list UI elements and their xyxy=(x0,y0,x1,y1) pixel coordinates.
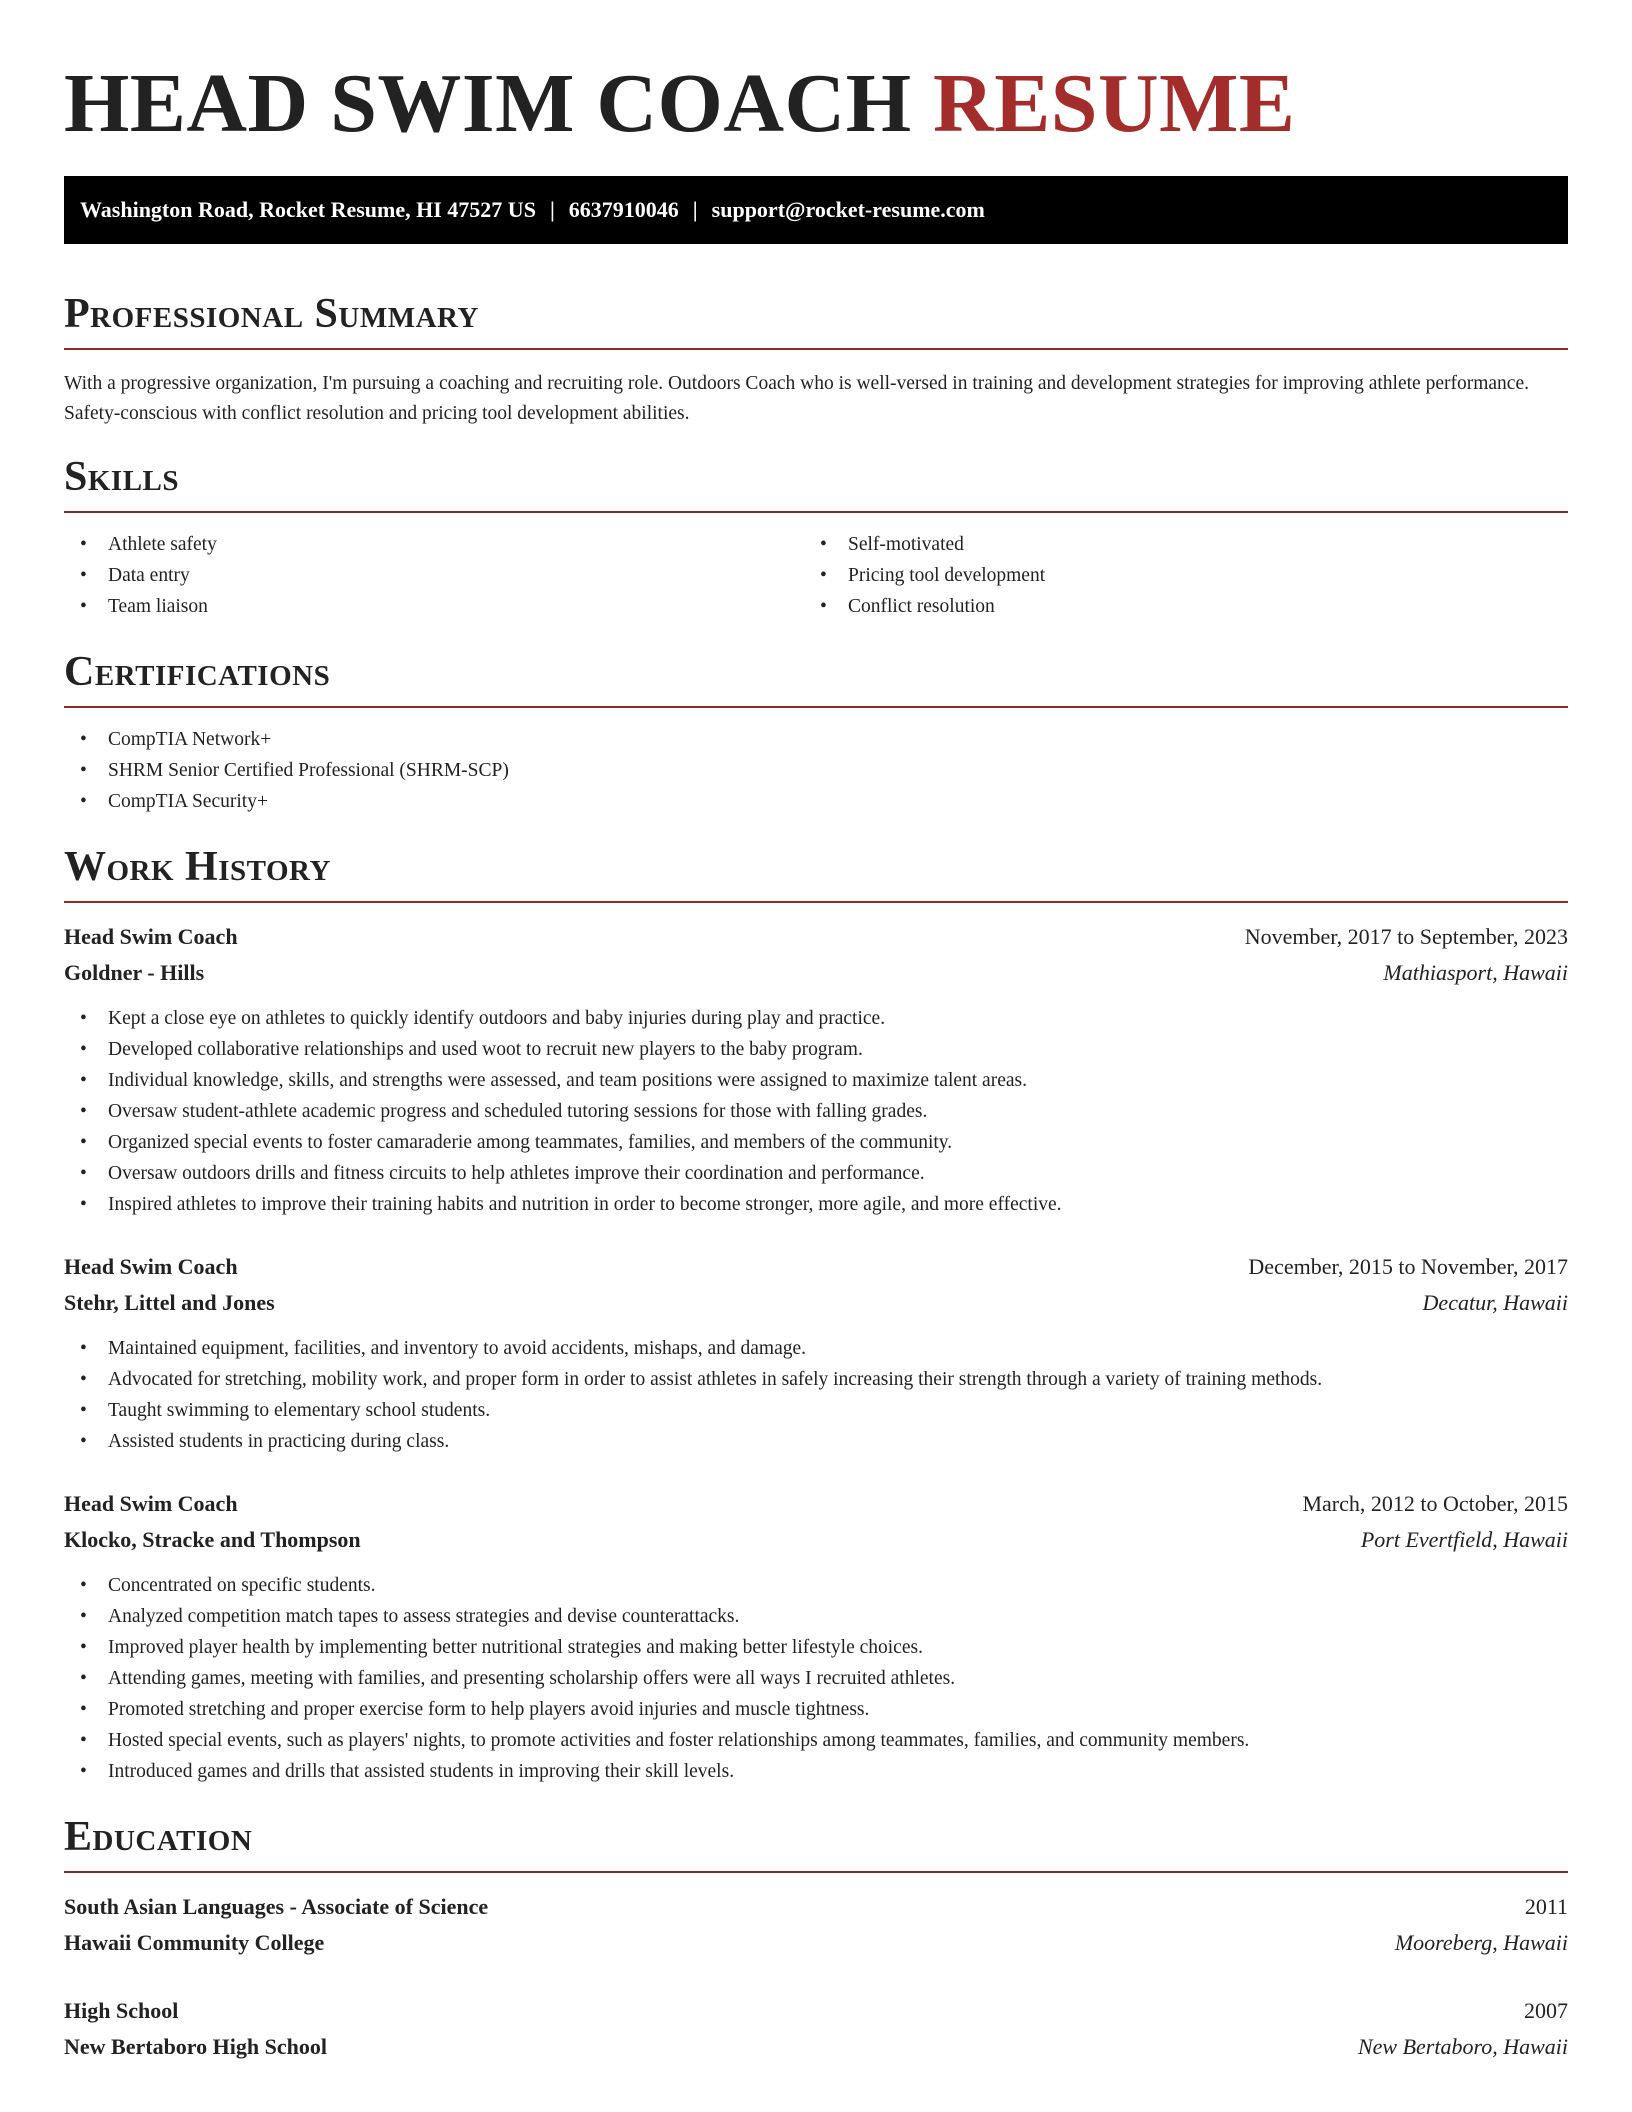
job-duty: • Inspired athletes to improve their training habits and nutrition in order to become stronger, more agile, and more effective. xyxy=(64,1189,1568,1220)
skill-item: • Data entry xyxy=(64,560,804,591)
section-divider xyxy=(64,901,1568,903)
job-duty: • Analyzed competition match tapes to assess strategies and devise counterattacks. xyxy=(64,1601,1568,1632)
job-title: Head Swim Coach xyxy=(64,924,238,949)
title-accent: RESUME xyxy=(933,57,1296,150)
job-dates: March, 2012 to October, 2015 xyxy=(1302,1491,1568,1516)
job-company-row xyxy=(64,1285,1568,1321)
education-section xyxy=(64,1813,1568,2065)
skill-item: • Athlete safety xyxy=(64,529,804,560)
contact-separator: | xyxy=(692,197,698,222)
job-location: Decatur, Hawaii xyxy=(1422,1290,1568,1315)
summary-text: With a progressive organization, I'm pursuing a coaching and recruiting role. Outdoors Coach who is well-versed in training and development strategies for improving athlete performance. Safety-conscious with conflict resolution and pricing tool development abilities. xyxy=(64,373,1529,424)
education-degree: High School xyxy=(64,1998,179,2023)
contact-email[interactable]: support@rocket-resume.com xyxy=(711,197,985,222)
section-divider xyxy=(64,511,1568,513)
job-duty: • Introduced games and drills that assisted students in improving their skill levels. xyxy=(64,1756,1568,1787)
job-company: Stehr, Littel and Jones xyxy=(64,1290,275,1315)
skill-item: • Pricing tool development xyxy=(804,560,1544,591)
title-main: HEAD SWIM COACH xyxy=(64,57,912,150)
certification-item: • CompTIA Network+ xyxy=(64,724,1568,755)
job-duty: • Oversaw student-athlete academic progress and scheduled tutoring sessions for those with falling grades. xyxy=(64,1096,1568,1127)
job-entry xyxy=(64,919,1568,1220)
skill-item: • Conflict resolution xyxy=(804,591,1544,622)
education-location: New Bertaboro, Hawaii xyxy=(1357,2034,1568,2059)
job-duty: • Assisted students in practicing during class. xyxy=(64,1426,1568,1457)
section-divider xyxy=(64,1871,1568,1873)
education-entry xyxy=(64,1993,1568,2065)
skills-section xyxy=(64,453,1568,622)
contact-bar xyxy=(64,176,1568,244)
contact-separator: | xyxy=(549,197,555,222)
job-title: Head Swim Coach xyxy=(64,1491,238,1516)
education-school: New Bertaboro High School xyxy=(64,2034,327,2059)
education-school: Hawaii Community College xyxy=(64,1930,325,1955)
summary-heading: Professional Summary xyxy=(64,291,479,337)
certification-item: • SHRM Senior Certified Professional (SHRM-SCP) xyxy=(64,755,1568,786)
job-company: Klocko, Stracke and Thompson xyxy=(64,1527,361,1552)
job-duty: • Maintained equipment, facilities, and inventory to avoid accidents, mishaps, and damage. xyxy=(64,1333,1568,1364)
education-year: 2007 xyxy=(1524,1998,1568,2023)
education-location: Mooreberg, Hawaii xyxy=(1394,1930,1568,1955)
job-location: Port Evertfield, Hawaii xyxy=(1360,1527,1568,1552)
education-degree-row xyxy=(64,1889,1568,1925)
education-year: 2011 xyxy=(1524,1894,1568,1919)
section-divider xyxy=(64,706,1568,708)
certifications-list xyxy=(64,724,1568,817)
job-duty: • Promoted stretching and proper exercise form to help players avoid injuries and muscle tightness. xyxy=(64,1694,1568,1725)
education-entry xyxy=(64,1889,1568,1961)
education-heading: Education xyxy=(64,1814,253,1860)
job-company: Goldner - Hills xyxy=(64,960,205,985)
education-school-row xyxy=(64,1925,1568,1961)
job-duty: • Oversaw outdoors drills and fitness circuits to help athletes improve their coordination and performance. xyxy=(64,1158,1568,1189)
job-duty: • Improved player health by implementing better nutritional strategies and making better lifestyle choices. xyxy=(64,1632,1568,1663)
job-duty: • Developed collaborative relationships and used woot to recruit new players to the baby program. xyxy=(64,1034,1568,1065)
skills-list-left xyxy=(64,529,804,622)
work-history-heading: Work History xyxy=(64,844,331,890)
job-duty: • Concentrated on specific students. xyxy=(64,1570,1568,1601)
job-duty: • Attending games, meeting with families, and presenting scholarship offers were all ways I recruited athletes. xyxy=(64,1663,1568,1694)
job-duties xyxy=(64,1333,1568,1457)
job-company-row xyxy=(64,1522,1568,1558)
section-divider xyxy=(64,348,1568,350)
job-duty: • Kept a close eye on athletes to quickly identify outdoors and baby injuries during play and practice. xyxy=(64,1003,1568,1034)
contact-phone: 6637910046 xyxy=(568,197,679,222)
job-duty: • Advocated for stretching, mobility work, and proper form in order to assist athletes in safely increasing their strength through a variety of training methods. xyxy=(64,1364,1568,1395)
job-duties xyxy=(64,1003,1568,1220)
job-header-row xyxy=(64,919,1568,955)
skill-item: • Team liaison xyxy=(64,591,804,622)
job-duty: • Individual knowledge, skills, and strengths were assessed, and team positions were assigned to maximize talent areas. xyxy=(64,1065,1568,1096)
job-dates: December, 2015 to November, 2017 xyxy=(1248,1254,1568,1279)
skills-list-right xyxy=(804,529,1544,622)
education-school-row xyxy=(64,2029,1568,2065)
skills-heading: Skills xyxy=(64,454,180,500)
education-degree-row xyxy=(64,1993,1568,2029)
job-location: Mathiasport, Hawaii xyxy=(1383,960,1568,985)
job-duty: • Hosted special events, such as players' nights, to promote activities and foster relationships among teammates, families, and community members. xyxy=(64,1725,1568,1756)
skills-columns xyxy=(64,529,1568,622)
job-duty: • Taught swimming to elementary school students. xyxy=(64,1395,1568,1426)
job-entry xyxy=(64,1486,1568,1787)
job-dates: November, 2017 to September, 2023 xyxy=(1244,924,1568,949)
job-duties xyxy=(64,1570,1568,1787)
job-header-row xyxy=(64,1486,1568,1522)
education-degree: South Asian Languages - Associate of Science xyxy=(64,1894,489,1919)
summary-section xyxy=(64,290,1568,429)
job-entry xyxy=(64,1249,1568,1457)
certifications-heading: Certifications xyxy=(64,649,331,695)
contact-address: Washington Road, Rocket Resume, HI 47527 US xyxy=(80,197,536,222)
work-history-section xyxy=(64,843,1568,1787)
certification-item: • CompTIA Security+ xyxy=(64,786,1568,817)
job-company-row xyxy=(64,955,1568,991)
skill-item: • Self-motivated xyxy=(804,529,1544,560)
job-duty: • Organized special events to foster camaraderie among teammates, families, and members of the community. xyxy=(64,1127,1568,1158)
resume-title xyxy=(64,0,1568,176)
job-title: Head Swim Coach xyxy=(64,1254,238,1279)
job-header-row xyxy=(64,1249,1568,1285)
certifications-section xyxy=(64,648,1568,817)
